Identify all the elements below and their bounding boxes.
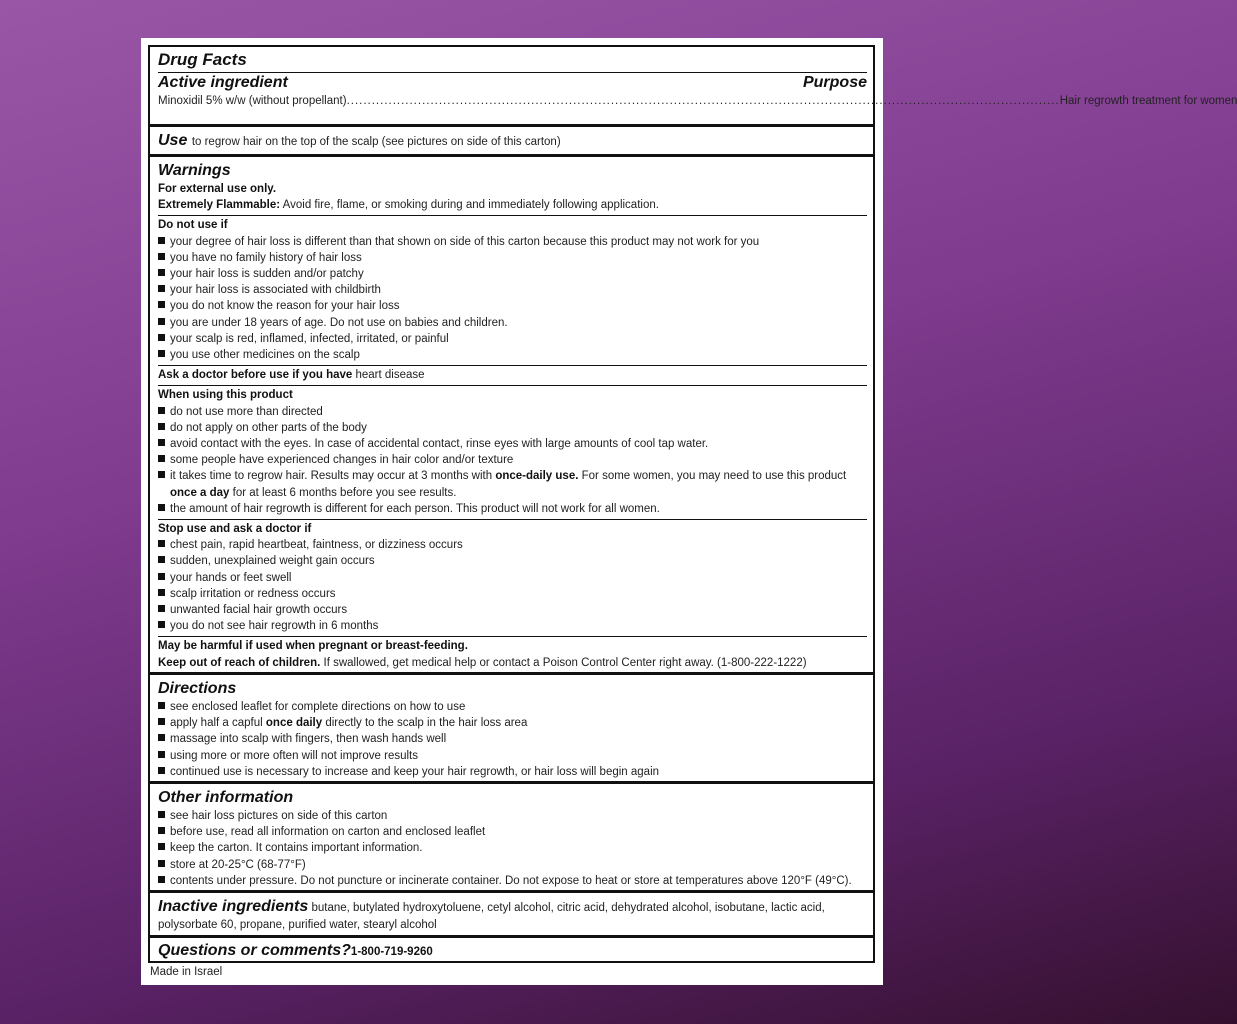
external-use-text: For external use only.: [158, 183, 277, 195]
bullet-square-icon: [158, 556, 165, 563]
leader-dots: ..........................................................................................................................................................................: [346, 95, 1060, 107]
list-item: see hair loss pictures on side of this carton: [158, 808, 867, 824]
drug-facts-card: [141, 38, 1237, 985]
bullet-square-icon: [158, 301, 165, 308]
pregnancy-warning: May be harmful if used when pregnant or breast-feeding.: [158, 640, 468, 653]
bullet-square-icon: [158, 455, 165, 462]
bullet-square-icon: [158, 734, 165, 741]
list-item: see enclosed leaflet for complete directions on how to use: [158, 699, 867, 715]
list-item: it takes time to regrow hair. Results may occur at 3 months with once-daily use. For some women, you may need to use this product: [158, 468, 867, 484]
list-item: you have no family history of hair loss: [158, 250, 867, 266]
list-item: store at 20-25°C (68-77°F): [158, 857, 867, 873]
bullet-square-icon: [158, 407, 165, 414]
inactive-ingredients-section: [150, 893, 873, 938]
list-item: keep the carton. It contains important information.: [158, 840, 867, 856]
stop-use-heading: Stop use and ask a doctor if: [158, 523, 312, 536]
pregnancy-block: [158, 636, 867, 670]
list-item: avoid contact with the eyes. In case of accidental contact, rinse eyes with large amounts of cool tap water.: [158, 436, 867, 452]
bullet-square-icon: [158, 589, 165, 596]
made-in-label: Made in Israel: [150, 966, 223, 978]
list-item: you use other medicines on the scalp: [158, 347, 867, 363]
bullet-square-icon: [158, 439, 165, 446]
bullet-square-icon: [158, 318, 165, 325]
list-item: do not apply on other parts of the body: [158, 420, 867, 436]
bullet-square-icon: [158, 811, 165, 818]
list-item: some people have experienced changes in hair color and/or texture: [158, 452, 867, 468]
children-warning: Keep out of reach of children. If swallowed, get medical help or contact a Poison Control Center right away. (1-800-222-1222): [158, 656, 807, 669]
when-using-heading: When using this product: [158, 389, 293, 402]
directions-heading: Directions: [158, 680, 237, 697]
ask-doctor-text: heart disease: [355, 369, 425, 382]
bullet-square-icon: [158, 827, 165, 834]
bullet-square-icon: [158, 767, 165, 774]
list-item: contents under pressure. Do not puncture or incinerate container. Do not expose to heat or store at temperatures above 120°F (49°C).: [158, 873, 867, 889]
list-item: you do not see hair regrowth in 6 months: [158, 618, 867, 634]
list-item: the amount of hair regrowth is different for each person. This product will not work for all women.: [158, 501, 867, 517]
active-ingredient-section: [150, 47, 1237, 127]
list-item: scalp irritation or redness occurs: [158, 586, 867, 602]
purpose-heading: Purpose: [802, 74, 867, 91]
questions-section: [150, 938, 873, 968]
list-item: your hair loss is associated with childbirth: [158, 282, 867, 298]
inactive-ingredients-line: butane, butylated hydroxytoluene, cetyl alcohol, citric acid, dehydrated alcohol, isobutane, lactic acid,: [311, 902, 825, 914]
bullet-square-icon: [158, 751, 165, 758]
list-item: do not use more than directed: [158, 404, 867, 420]
list-item: before use, read all information on carton and enclosed leaflet: [158, 824, 867, 840]
bullet-square-icon: [158, 237, 165, 244]
list-item: you are under 18 years of age. Do not use on babies and children.: [158, 315, 867, 331]
bullet-square-icon: [158, 718, 165, 725]
list-item: you do not know the reason for your hair loss: [158, 298, 867, 314]
directions-section: [150, 675, 873, 784]
list-item: your scalp is red, inflamed, infected, irritated, or painful: [158, 331, 867, 347]
list-item: your hands or feet swell: [158, 570, 867, 586]
bullet-square-icon: [158, 876, 165, 883]
ask-doctor-block: [158, 365, 867, 383]
panel-title: Drug Facts: [158, 50, 247, 69]
list-item: your hair loss is sudden and/or patchy: [158, 266, 867, 282]
list-item: unwanted facial hair growth occurs: [158, 602, 867, 618]
bullet-square-icon: [158, 350, 165, 357]
inactive-ingredients-line: polysorbate 60, propane, purified water, stearyl alcohol: [158, 919, 437, 931]
bullet-square-icon: [158, 605, 165, 612]
flammable-text: Avoid fire, flame, or smoking during and immediately following application.: [282, 199, 659, 212]
inactive-ingredients-heading: Inactive ingredients: [158, 898, 309, 915]
active-ingredient-row: [158, 93, 1237, 109]
other-information-heading: Other information: [158, 789, 294, 806]
bullet-square-icon: [158, 423, 165, 430]
bullet-square-icon: [158, 621, 165, 628]
warnings-section: [150, 157, 873, 675]
list-item: using more or more often will not improve results: [158, 748, 867, 764]
active-ingredient-purpose: Hair regrowth treatment for women: [1059, 95, 1237, 107]
do-not-use-block: [158, 215, 867, 363]
drug-facts-panel: [148, 45, 1237, 963]
questions-heading: Questions or comments?: [158, 942, 351, 959]
bullet-square-icon: [158, 253, 165, 260]
list-item: apply half a capful once daily directly to the scalp in the hair loss area: [158, 715, 867, 731]
list-item: massage into scalp with fingers, then wash hands well: [158, 731, 867, 747]
do-not-use-heading: Do not use if: [158, 219, 228, 232]
other-information-section: [150, 784, 873, 893]
flammable-row: [158, 197, 867, 213]
stop-use-block: [158, 519, 867, 634]
list-item: sudden, unexplained weight gain occurs: [158, 553, 867, 569]
bullet-square-icon: [158, 285, 165, 292]
list-item: continued use is necessary to increase and keep your hair regrowth, or hair loss will begin again: [158, 764, 867, 780]
list-item: your degree of hair loss is different than that shown on side of this carton because this product may not work for you: [158, 234, 867, 250]
flammable-label: Extremely Flammable:: [158, 199, 281, 212]
bullet-square-icon: [158, 471, 165, 478]
questions-phone: 1-800-719-9260: [350, 946, 433, 958]
bullet-square-icon: [158, 702, 165, 709]
bullet-square-icon: [158, 843, 165, 850]
active-ingredient-name: Minoxidil 5% w/w (without propellant): [158, 95, 347, 107]
bullet-square-icon: [158, 540, 165, 547]
bullet-square-icon: [158, 860, 165, 867]
use-heading: Use: [158, 132, 188, 149]
list-item-continuation: once a day for at least 6 months before you see results.: [170, 486, 457, 499]
bullet-square-icon: [158, 573, 165, 580]
use-section: [150, 127, 873, 157]
when-using-block: [158, 385, 867, 517]
list-item: chest pain, rapid heartbeat, faintness, or dizziness occurs: [158, 537, 867, 553]
active-ingredient-header: [158, 72, 867, 93]
use-text: to regrow hair on the top of the scalp (see pictures on side of this carton): [191, 136, 561, 148]
active-ingredient-heading: Active ingredient: [158, 74, 288, 91]
ask-doctor-label: Ask a doctor before use if you have: [158, 369, 353, 382]
bullet-square-icon: [158, 269, 165, 276]
bullet-square-icon: [158, 504, 165, 511]
bullet-square-icon: [158, 334, 165, 341]
warnings-heading: Warnings: [158, 162, 231, 179]
